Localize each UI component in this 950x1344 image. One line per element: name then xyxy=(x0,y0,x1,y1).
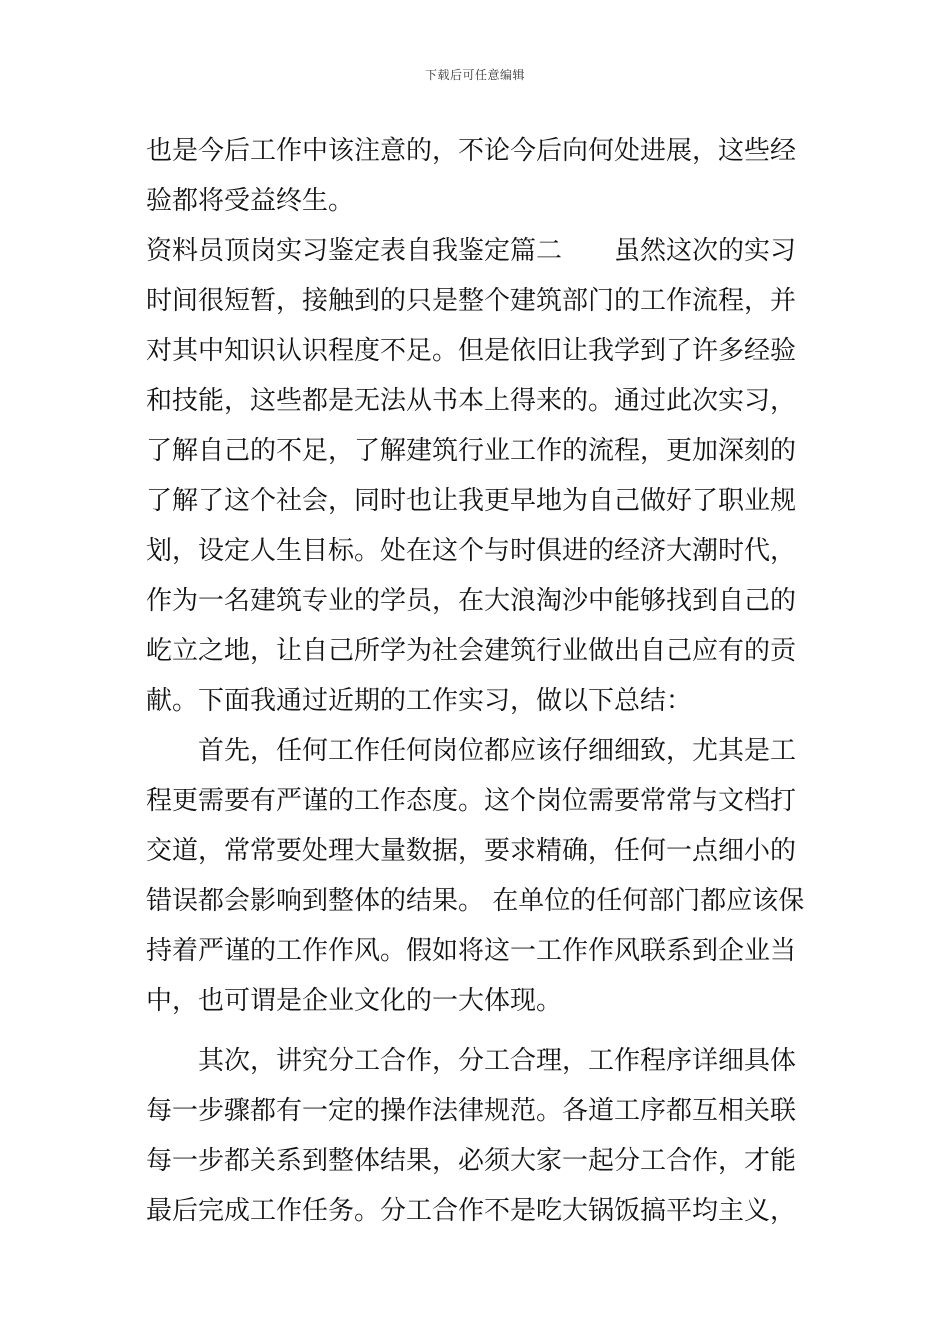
text-line: 作为一名建筑专业的学员，在大浪淘沙中能够找到自己的 xyxy=(146,586,797,616)
text-line: 每一步都关系到整体结果，必须大家一起分工合作，才能 xyxy=(146,1146,797,1176)
text-line: 其次，讲究分工合作，分工合理，工作程序详细具体 xyxy=(146,1046,797,1076)
text-line: 中，也可谓是企业文化的一大体现。 xyxy=(146,986,563,1016)
text-line: 屹立之地，让自己所学为社会建筑行业做出自己应有的贡 xyxy=(146,636,797,666)
text-line: 交道，常常要处理大量数据，要求精确，任何一点细小的 xyxy=(146,836,797,866)
text-line: 划，设定人生目标。处在这个与时俱进的经济大潮时代， xyxy=(146,536,797,566)
text-line: 了解自己的不足，了解建筑行业工作的流程，更加深刻的 xyxy=(146,436,797,466)
text-line: 时间很短暂，接触到的只是整个建筑部门的工作流程，并 xyxy=(146,286,797,316)
header-note: 下载后可任意编辑 xyxy=(424,68,525,82)
text-line: 也是今后工作中该注意的，不论今后向何处进展，这些经 xyxy=(146,136,797,166)
text-line: 资料员顶岗实习鉴定表自我鉴定篇二 虽然这次的实习 xyxy=(146,236,797,266)
text-line: 最后完成工作任务。分工合作不是吃大锅饭搞平均主义， xyxy=(146,1196,797,1226)
text-line: 每一步骤都有一定的操作法律规范。各道工序都互相关联 xyxy=(146,1096,797,1126)
text-line: 程更需要有严谨的工作态度。这个岗位需要常常与文档打 xyxy=(146,786,797,816)
body-text xyxy=(146,126,810,1236)
text-line: 首先，任何工作任何岗位都应该仔细细致，尤其是工 xyxy=(146,736,797,766)
text-line: 献。下面我通过近期的工作实习，做以下总结： xyxy=(146,686,693,716)
text-line: 和技能，这些都是无法从书本上得来的。通过此次实习， xyxy=(146,386,797,416)
text-line: 验都将受益终生。 xyxy=(146,186,355,216)
text-line: 持着严谨的工作作风。假如将这一工作作风联系到企业当 xyxy=(146,936,797,966)
paragraph-gap xyxy=(146,1026,810,1036)
text-line: 了解了这个社会，同时也让我更早地为自己做好了职业规 xyxy=(146,486,797,516)
text-line: 错误都会影响到整体的结果。 在单位的任何部门都应该保 xyxy=(146,886,805,916)
text-line: 对其中知识认识程度不足。但是依旧让我学到了许多经验 xyxy=(146,336,797,366)
